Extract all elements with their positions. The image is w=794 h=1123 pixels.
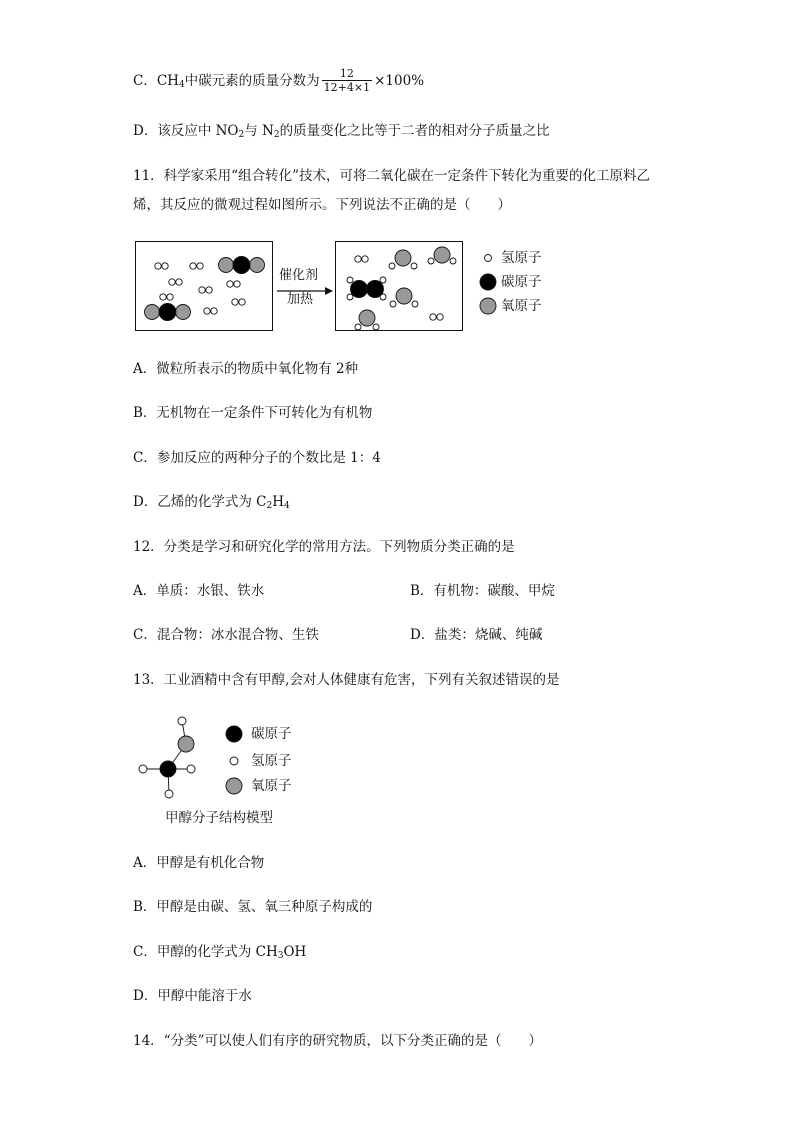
- q11-option-a: A．微粒所表示的物质中氧化物有 2种: [133, 361, 359, 377]
- reactant-molecules: [136, 242, 272, 330]
- q11-option-b: B．无机物在一定条件下可转化为有机物: [133, 405, 373, 421]
- q13-legend-icons: [224, 724, 246, 796]
- hydrogen-atom: [165, 790, 173, 798]
- q12-option-d: D．盐类：烧碱、纯碱: [410, 627, 543, 643]
- methanol-caption: 甲醇分子结构模型: [165, 810, 273, 826]
- heating-label: 加热: [287, 292, 314, 307]
- hydrogen-atom: [187, 765, 195, 773]
- fraction: $\frac{12}{12+4\times 1}$: [323, 67, 371, 94]
- option-d-mass-ratio: D．该反应中 $NO_2$与 $N_2$的质量变化之比等于二者的相对分子质量之比: [133, 123, 550, 140]
- h2-molecule: [204, 308, 217, 314]
- oxygen-atom-icon: [480, 298, 496, 314]
- q13-legend-hydrogen: 氢原子: [251, 753, 292, 769]
- hydrogen-atom-icon: [230, 757, 238, 765]
- q12-option-b: B．有机物：碳酸、甲烷: [410, 583, 555, 599]
- product-molecules: [336, 242, 462, 330]
- q13-legend-carbon: 碳原子: [251, 726, 292, 742]
- q13-option-a: A．甲醇是有机化合物: [133, 855, 265, 871]
- co2-molecule: [145, 304, 191, 321]
- q13-stem: 13．工业酒精中含有甲醇,会对人体健康有危害，下列有关叙述错误的是: [133, 672, 560, 688]
- h2o-molecule: [390, 288, 418, 307]
- q14-stem: 14．“分类”可以使人们有序的研究物质，以下分类正确的是（ ）: [133, 1033, 542, 1049]
- hydrogen-atom: [178, 717, 186, 725]
- h2-molecule: [155, 263, 168, 269]
- oxygen-atom: [178, 736, 194, 752]
- h2-molecule: [355, 256, 368, 262]
- q11-legend-carbon: 碳原子: [501, 274, 542, 290]
- h2-molecule: [169, 279, 182, 285]
- catalyst-label: 催化剂: [279, 268, 319, 283]
- h2o-molecule: [389, 250, 417, 269]
- q11-legend-icons: [478, 250, 498, 314]
- q11-stem-line2: 烯，其反应的微观过程如图所示。下列说法不正确的是（ ）: [133, 197, 511, 213]
- h2-molecule: [190, 263, 203, 269]
- hydrogen-atom-icon: [485, 255, 492, 262]
- h2-molecule: [199, 287, 212, 293]
- oxygen-atom-icon: [226, 778, 242, 794]
- methanol-structure-model: [135, 712, 205, 804]
- q11-legend-oxygen: 氧原子: [501, 298, 542, 314]
- q13-option-d: D．甲醇中能溶于水: [133, 988, 252, 1004]
- hydrogen-atom: [139, 765, 147, 773]
- h2o-molecule: [355, 310, 379, 330]
- q12-option-a: A．单质：水银、铁水: [133, 583, 265, 599]
- q12-stem: 12．分类是学习和研究化学的常用方法。下列物质分类正确的是: [133, 539, 515, 555]
- q13-option-b: B．甲醇是由碳、氢、氧三种原子构成的: [133, 899, 373, 915]
- products-box: [335, 241, 463, 331]
- co2-molecule: [219, 257, 265, 274]
- q13-legend-oxygen: 氧原子: [251, 778, 292, 794]
- q13-option-c: C．甲醇的化学式为 $CH_3OH$: [133, 944, 307, 961]
- q11-option-d: D．乙烯的化学式为 $C_2H_4$: [133, 494, 290, 511]
- q12-option-c: C．混合物：冰水混合物、生铁: [133, 627, 319, 643]
- h2-molecule: [232, 299, 245, 305]
- c2h4-molecule: [347, 277, 386, 300]
- carbon-atom: [160, 761, 176, 777]
- carbon-atom-icon: [480, 274, 496, 290]
- carbon-atom-icon: [226, 726, 242, 742]
- q11-option-c: C．参加反应的两种分子的个数比是 1：4: [133, 450, 381, 466]
- h2-molecule: [430, 314, 443, 320]
- h2-molecule: [160, 294, 173, 300]
- h2o-molecule: [428, 247, 456, 264]
- q11-stem-line1: 11．科学家采用“组合转化”技术，可将二氧化碳在一定条件下转化为重要的化工原料乙: [133, 168, 650, 184]
- reactants-box: [135, 241, 273, 331]
- q11-legend-hydrogen: 氢原子: [501, 250, 542, 266]
- option-c-mass-fraction: C．$CH_4$中碳元素的质量分数为 $\frac{12}{12+4\times 1}$ ×100%: [133, 67, 425, 94]
- h2-molecule: [227, 281, 240, 287]
